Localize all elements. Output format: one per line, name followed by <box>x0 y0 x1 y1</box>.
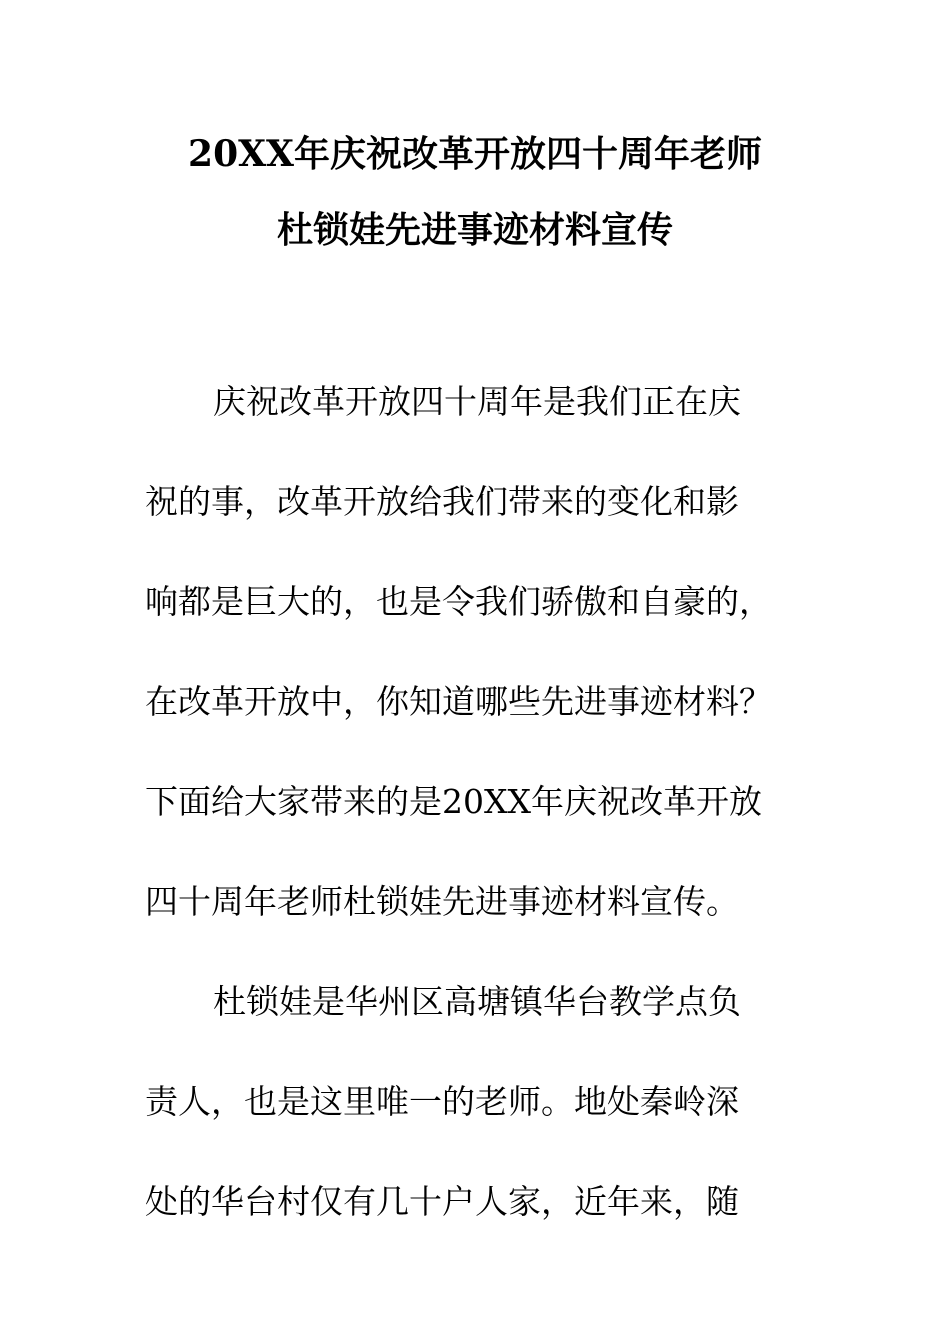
document-title-line-1: 20XX年庆祝改革开放四十周年老师 <box>188 133 762 175</box>
paragraph-2-line-1: 杜锁娃是华州区高塘镇华台教学点负 <box>213 982 741 1021</box>
paragraph-2-line-2: 责人，也是这里唯一的老师。地处秦岭深 <box>145 1082 739 1121</box>
paragraph-1-line-4: 在改革开放中，你知道哪些先进事迹材料？ <box>145 682 772 721</box>
paragraph-1-line-5: 下面给大家带来的是20XX年庆祝改革开放 <box>145 782 762 821</box>
paragraph-1-line-3: 响都是巨大的，也是令我们骄傲和自豪的， <box>145 582 772 621</box>
paragraph-1-line-1: 庆祝改革开放四十周年是我们正在庆 <box>213 382 741 421</box>
document-title-line-2: 杜锁娃先进事迹材料宣传 <box>276 209 673 251</box>
paragraph-1-line-6: 四十周年老师杜锁娃先进事迹材料宣传。 <box>145 882 739 921</box>
paragraph-2-line-3: 处的华台村仅有几十户人家，近年来，随 <box>145 1182 739 1221</box>
paragraph-1-line-2: 祝的事，改革开放给我们带来的变化和影 <box>145 482 739 521</box>
